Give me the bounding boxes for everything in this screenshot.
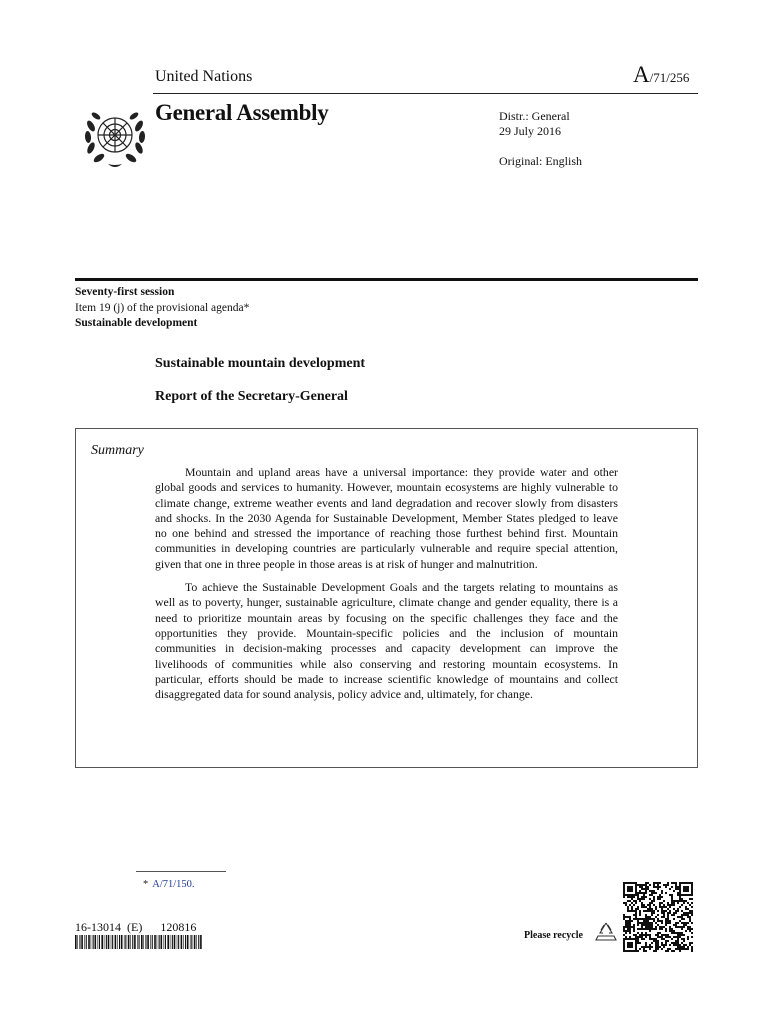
footnote <box>143 879 195 890</box>
general-assembly-title: General Assembly <box>155 100 329 125</box>
session-rule <box>75 278 698 281</box>
footnote-link[interactable]: A/71/150. <box>152 879 195 890</box>
distribution-block <box>499 109 570 139</box>
document-subtitle: Report of the Secretary-General <box>155 389 348 404</box>
original-language: Original: English <box>499 154 582 168</box>
job-code: 16-13014 (E) <box>75 920 143 934</box>
recycle-label: Please recycle <box>524 930 583 941</box>
footnote-rule <box>136 871 226 872</box>
document-title: Sustainable mountain development <box>155 356 366 371</box>
footnote-marker: * <box>143 879 149 890</box>
qr-code-icon <box>623 882 693 952</box>
barcode-icon <box>75 935 205 949</box>
summary-text <box>155 465 618 710</box>
job-date: 120816 <box>160 920 197 934</box>
agenda-item: Item 19 (j) of the provisional agenda* <box>75 301 250 314</box>
session-block <box>75 285 249 332</box>
recycle-icon <box>593 920 619 946</box>
header-rule <box>153 93 698 94</box>
symbol-number: /71/256 <box>649 70 690 85</box>
summary-paragraph-1: Mountain and upland areas have a universal importance: they provide water and other global goods and services to humanity. However, mountain ecosystems are highly vulnerable to climate change, extreme weather events and land degradation and recover slowly from disasters and shocks. In the 2030 Agenda for Sustainable Development, Member States pledged to leave no one behind and stressed the importance of reaching those furthest behind first. Mountain communities in developing countries are particularly vulnerable and require special attention, given that one in three people in those areas is at risk of hunger and malnutrition. <box>155 465 618 571</box>
agenda-topic: Sustainable development <box>75 317 198 329</box>
symbol-letter: A <box>633 62 650 87</box>
document-symbol <box>633 62 689 88</box>
summary-paragraph-2: To achieve the Sustainable Development Goals and the targets relating to mountains as well as to poverty, hunger, sustainable agriculture, climate change and gender equality, there is a need to prioritize mountain areas by focusing on the specific challenges they face and the opportunities they provide. Mountain-specific policies and the inclusion of mountain communities in decision-making processes and capacity development can improve the livelihoods of communities while also conserving and restoring mountain ecosystems. In particular, efforts should be made to increase scientific knowledge of mountains and collect disaggregated data for sound analysis, policy advice and, ultimately, for change. <box>155 580 618 702</box>
distribution-status: Distr.: General <box>499 109 570 123</box>
summary-heading: Summary <box>91 443 144 458</box>
session-name: Seventy-first session <box>75 286 175 298</box>
organization-name: United Nations <box>155 68 253 85</box>
job-number <box>75 920 196 935</box>
un-emblem-icon <box>78 100 152 174</box>
document-date: 29 July 2016 <box>499 124 562 138</box>
